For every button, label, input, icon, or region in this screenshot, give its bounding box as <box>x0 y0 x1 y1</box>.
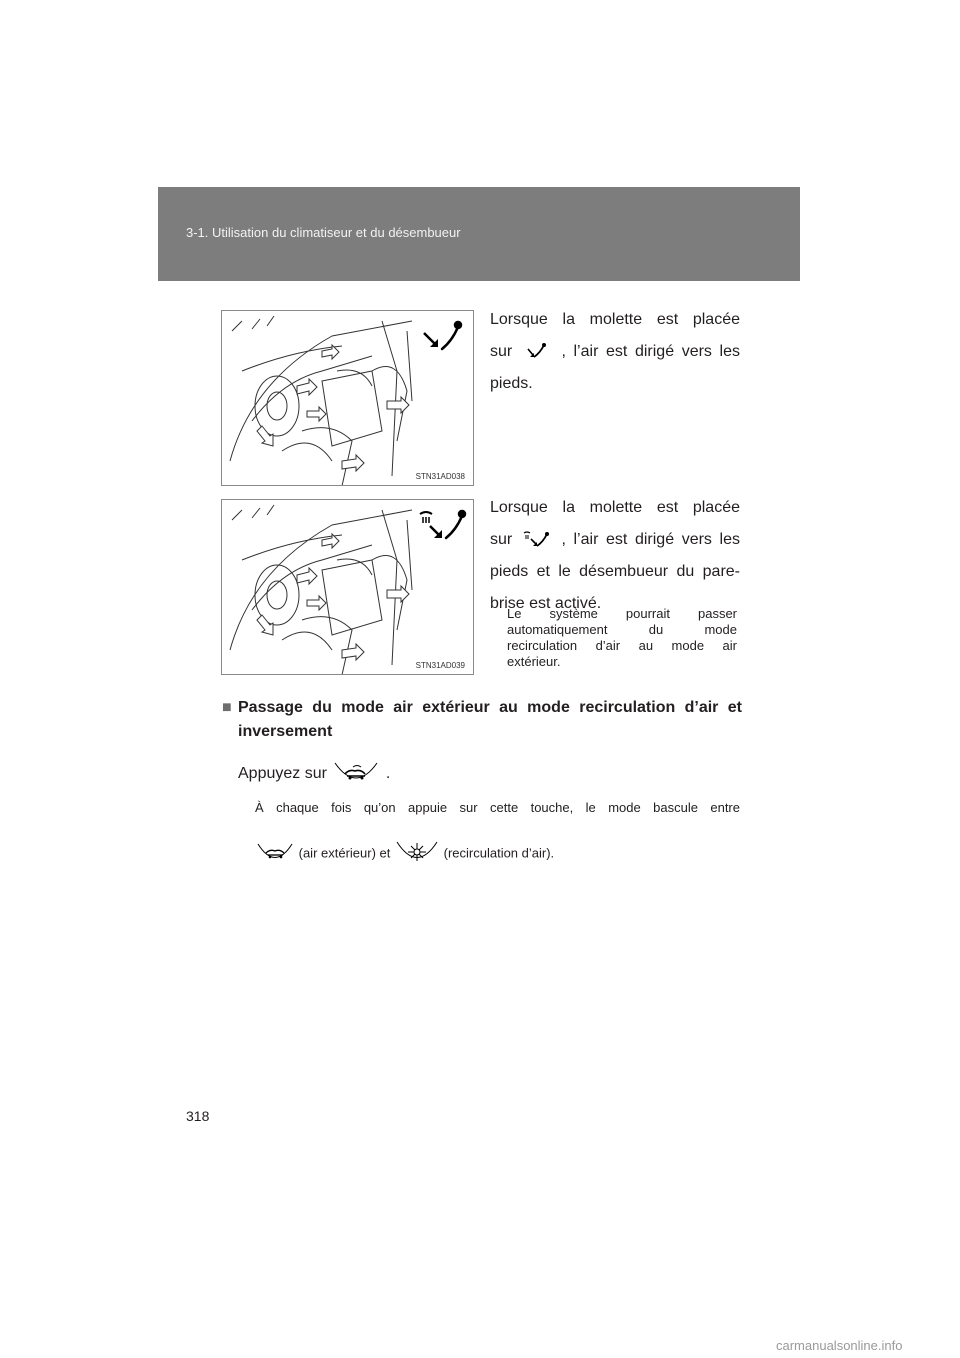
outside-air-icon <box>255 841 295 867</box>
air-intake-button-icon <box>331 759 381 789</box>
figure-code: STN31AD038 <box>415 472 465 481</box>
section-title: 3-1. Utilisation du climatiseur et du désembueur <box>186 225 461 240</box>
text-line: Lorsque la molette est placée <box>490 499 740 516</box>
heading-line: Passage du mode air extérieur au mode recirculation d’air et <box>238 699 742 716</box>
text-line <box>490 336 740 368</box>
text-segment: , l’air est dirigé vers les <box>561 531 740 548</box>
text-line: extérieur. <box>507 654 561 669</box>
text-segment: . <box>385 765 391 782</box>
text-segment: sur <box>490 531 513 548</box>
text-line: À chaque fois qu’on appuie sur cette touche, le mode bascule entre <box>255 800 740 815</box>
feet-defrost-mode-icon <box>520 529 554 551</box>
text-line: brise est activé. <box>490 595 602 612</box>
text-line: pieds et le désembueur du pare- <box>490 563 740 580</box>
text-line <box>255 839 740 869</box>
feet-mode-icon <box>418 319 468 359</box>
text-line <box>490 524 740 556</box>
heading-line: inversement <box>238 723 333 740</box>
step-instruction <box>238 758 390 790</box>
figure-feet-mode <box>221 310 474 486</box>
toggle-explanation <box>255 799 740 869</box>
text-line: pieds. <box>490 375 533 392</box>
text-segment: sur <box>490 343 513 360</box>
text-line: automatiquement du mode <box>507 622 737 637</box>
section-heading <box>222 696 742 744</box>
outside-air-label: (air extérieur) et <box>298 845 391 861</box>
text-line: Lorsque la molette est placée <box>490 311 740 328</box>
recirculation-label: (recirculation d’air). <box>443 845 555 861</box>
figure-feet-defrost-mode <box>221 499 474 675</box>
feet-mode-icon <box>520 342 554 362</box>
recirculation-note <box>507 606 737 670</box>
watermark: carmanualsonline.info <box>776 1338 903 1353</box>
figure-code: STN31AD039 <box>415 661 465 670</box>
text-segment: Appuyez sur <box>238 765 327 782</box>
section-marker: ■ <box>222 699 232 716</box>
text-line: Le système pourrait passer <box>507 606 737 621</box>
feet-defrost-mode-icon <box>418 508 468 548</box>
text-line: recirculation d’air au mode air <box>507 638 737 653</box>
text-segment: , l’air est dirigé vers les <box>561 343 740 360</box>
header-band <box>158 187 800 281</box>
recirculation-icon <box>394 839 440 869</box>
feet-defrost-mode-description <box>490 492 740 620</box>
feet-mode-description <box>490 304 740 400</box>
page-number: 318 <box>186 1108 210 1124</box>
